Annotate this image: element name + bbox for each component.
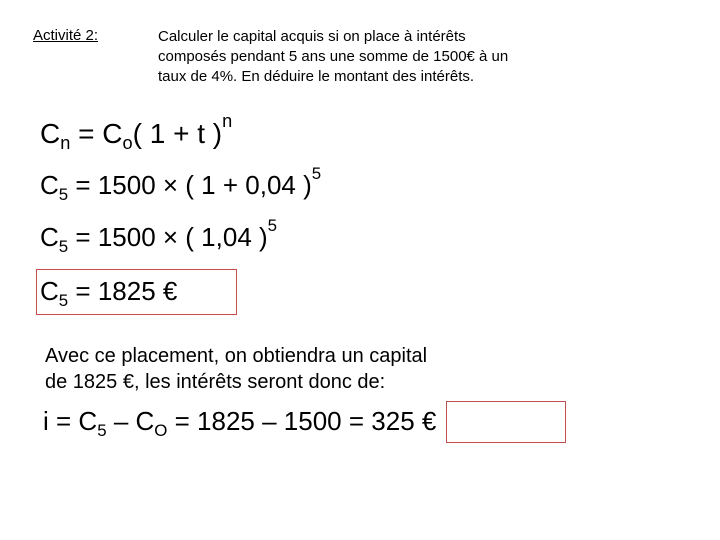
formula-text: = C [70,118,123,149]
formula-subscript: 5 [97,420,107,440]
formula-exponent: n [222,110,233,131]
formula-text: = 1500 × ( 1,04 ) [68,222,268,252]
simplified-formula [40,215,278,256]
interest-highlight-box [446,401,566,443]
formula-exponent: 5 [267,215,278,235]
statement-line-3: taux de 4%. En déduire le montant des intérêts. [158,68,475,85]
conclusion-line-1: Avec ce placement, on obtiendra un capital [45,345,428,367]
formula-subscript: 5 [58,236,69,256]
interest-formula [43,406,437,440]
formula-exponent: 5 [311,163,322,183]
formula-text: i = C [43,406,98,436]
formula-subscript: o [122,133,133,154]
formula-symbol: C [40,170,59,200]
formula-subscript: O [154,420,168,440]
formula-symbol: C [40,118,61,149]
formula-symbol: C [40,222,59,252]
capital-result [40,276,178,310]
activity-label: Activité 2: [33,27,99,44]
formula-text: = 1825 – 1500 = [167,406,372,436]
statement-line-2: composés pendant 5 ans une somme de 1500€ à un [158,48,509,65]
formula-subscript: 5 [58,290,69,310]
formula-subscript: 5 [58,184,69,204]
interest-result: 325 € [371,406,437,436]
statement-line-1: Calculer le capital acquis si on place à intérêts [158,28,466,45]
formula-text: ( 1 + t ) [132,118,223,149]
formula-text: = 1825 € [68,276,178,306]
problem-statement [158,27,608,87]
formula-subscript: n [60,133,71,154]
conclusion-text [45,343,427,395]
formula-text: – C [106,406,155,436]
formula-symbol: C [40,276,59,306]
substitution-formula [40,163,322,204]
conclusion-line-2: de 1825 €, les intérêts seront donc de: [45,371,386,393]
formula-text: = 1500 × ( 1 + 0,04 ) [68,170,312,200]
general-formula [40,110,233,154]
